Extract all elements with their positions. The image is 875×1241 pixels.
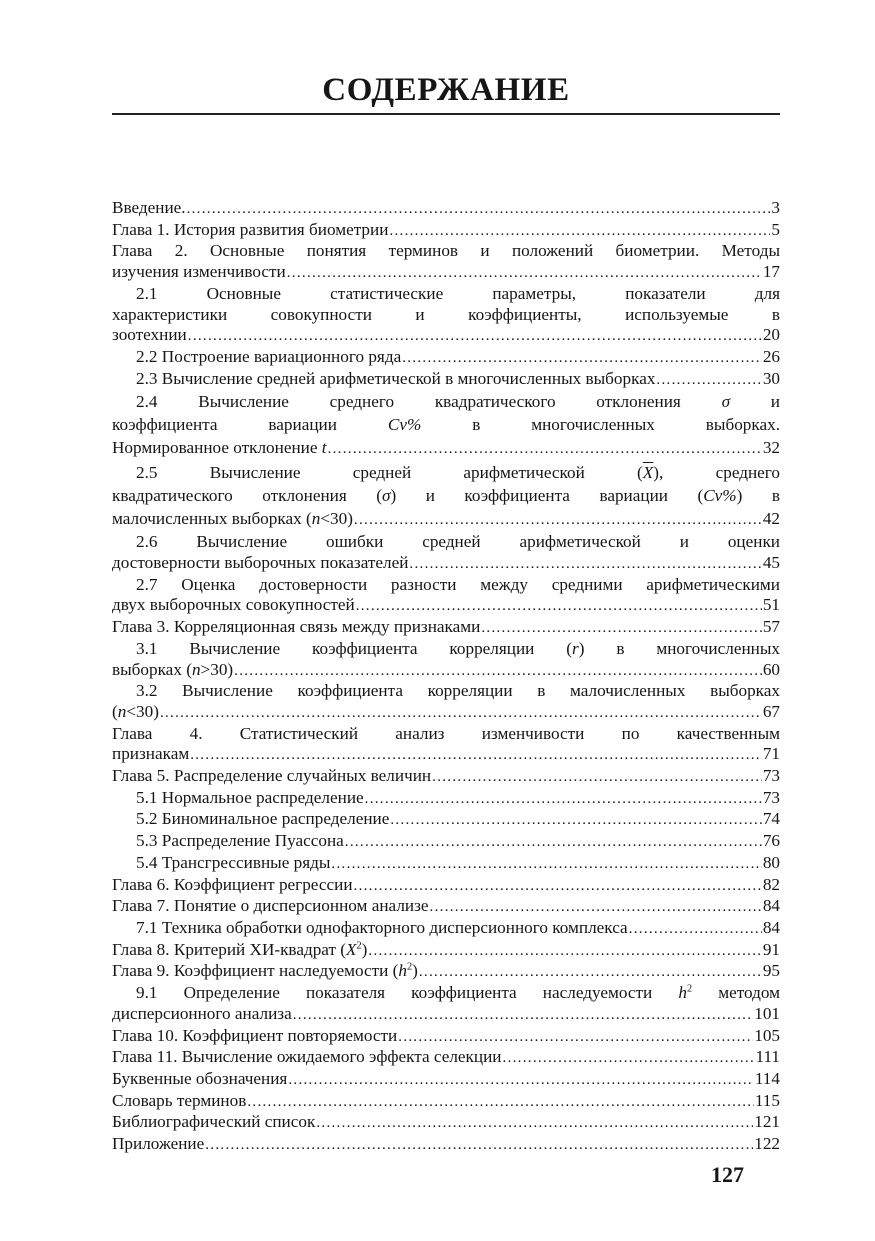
toc-page-number: 91 xyxy=(762,939,780,959)
toc-page-number: 51 xyxy=(762,595,780,615)
toc-entry[interactable] xyxy=(112,681,780,723)
toc-entry-text: 2.3 Вычисление средней арифметической в многочисленных выборках xyxy=(136,368,656,388)
toc-entry-text: 9.1 Определение показателя коэффициента наследуемости $h^2$ методом xyxy=(136,983,780,1003)
toc-entry-text: Глава 9. Коэффициент наследуемости $(h^2)$ xyxy=(112,961,418,981)
toc-entry[interactable] xyxy=(112,461,780,532)
toc-page-number: 115 xyxy=(754,1090,780,1110)
toc-page-number: 101 xyxy=(754,1003,780,1023)
toc-leader xyxy=(656,370,761,391)
toc-leader xyxy=(481,618,761,639)
toc-leader xyxy=(288,1070,754,1091)
toc-entry-text: Глава 11. Вычисление ожидаемого эффекта селекции xyxy=(112,1047,502,1067)
toc-entry-text: достоверности выборочных показателей xyxy=(112,553,409,573)
toc-entry[interactable] xyxy=(112,940,780,962)
toc-entry-text: признакам xyxy=(112,744,190,764)
toc-page-number: 84 xyxy=(762,896,780,916)
toc-entry-text: Буквенные обозначения xyxy=(112,1068,288,1088)
toc-leader xyxy=(328,438,762,461)
toc-leader xyxy=(419,962,762,983)
toc-entry[interactable] xyxy=(112,853,780,875)
toc-leader xyxy=(247,1092,754,1113)
toc-leader xyxy=(389,221,770,242)
toc-leader xyxy=(409,554,761,575)
toc-entry-text: квадратического отклонения (σ) и коэффициента вариации (Cv%) в xyxy=(112,486,780,506)
toc-entry-text: изучения изменчивости xyxy=(112,262,286,282)
toc-page-number: 60 xyxy=(762,659,780,679)
toc-entry[interactable] xyxy=(112,875,780,897)
toc-entry[interactable] xyxy=(112,220,780,242)
toc-entry-text: дисперсионного анализа xyxy=(112,1003,292,1023)
toc-entry-text: Библиографический список xyxy=(112,1112,316,1132)
table-of-contents xyxy=(112,198,780,1156)
toc-entry[interactable] xyxy=(112,390,780,461)
toc-page-number: 80 xyxy=(762,852,780,872)
toc-page-number: 76 xyxy=(762,831,780,851)
toc-entry-text: Глава 5. Распределение случайных величин xyxy=(112,766,432,786)
toc-leader xyxy=(345,832,762,853)
toc-page-number: 57 xyxy=(762,617,780,637)
toc-entry-text: Глава 1. История развития биометрии xyxy=(112,219,389,239)
toc-page-number: 42 xyxy=(762,509,780,529)
toc-entry-text: Словарь терминов xyxy=(112,1090,247,1110)
toc-page-number: 121 xyxy=(754,1112,780,1132)
page-number: 127 xyxy=(711,1162,744,1187)
toc-page-number: 30 xyxy=(762,368,780,388)
toc-entry-text: 3.1 Вычисление коэффициента корреляции (r) в многочисленных xyxy=(136,638,780,658)
toc-entry[interactable] xyxy=(112,788,780,810)
toc-leader xyxy=(354,509,762,532)
page-title: СОДЕРЖАНИЕ xyxy=(322,72,570,108)
title-rule xyxy=(112,113,780,115)
toc-leader xyxy=(287,263,762,284)
toc-entry-text: малочисленных выборках (n<30) xyxy=(112,509,353,529)
toc-page-number: 26 xyxy=(762,346,780,366)
toc-leader xyxy=(160,703,762,724)
toc-entry[interactable] xyxy=(112,1047,780,1069)
toc-entry-text: 2.5 Вычисление средней арифметической $(\overline{X})$, среднего xyxy=(136,463,781,483)
toc-leader xyxy=(503,1048,755,1069)
toc-entry[interactable] xyxy=(112,241,780,283)
toc-entry[interactable] xyxy=(112,1069,780,1091)
toc-leader xyxy=(432,767,762,788)
toc-leader xyxy=(316,1113,753,1134)
toc-leader xyxy=(398,1027,753,1048)
toc-entry[interactable] xyxy=(112,724,780,766)
toc-page-number: 67 xyxy=(762,701,780,721)
toc-entry-text: 5.4 Трансгрессивные ряды xyxy=(136,852,331,872)
toc-entry-text: зоотехнии xyxy=(112,325,187,345)
toc-entry-text: 2.6 Вычисление ошибки средней арифметической и оценки xyxy=(136,532,780,552)
toc-entry-text: 3.2 Вычисление коэффициента корреляции в малочисленных выборках xyxy=(136,681,780,701)
toc-entry[interactable] xyxy=(112,575,780,617)
toc-entry-text: коэффициента вариации Cv% в многочисленных выборках. xyxy=(112,415,780,435)
toc-entry-text: Глава 4. Статистический анализ изменчивости по качественным xyxy=(112,723,780,743)
toc-page-number: 114 xyxy=(754,1068,780,1088)
toc-entry-text: Глава 8. Критерий ХИ-квадрат $(X^2)$ xyxy=(112,939,368,959)
toc-leader xyxy=(629,919,762,940)
toc-entry-text: Глава 3. Корреляционная связь между признаками xyxy=(112,617,481,637)
toc-leader xyxy=(234,661,762,682)
toc-entry-text: Введение. xyxy=(112,198,186,217)
toc-entry-text: двух выборочных совокупностей xyxy=(112,595,355,615)
toc-leader xyxy=(293,1005,754,1026)
toc-entry-text: Глава 6. Коэффициент регрессии xyxy=(112,874,353,894)
toc-entry[interactable] xyxy=(112,831,780,853)
toc-page-number: 111 xyxy=(755,1047,780,1067)
toc-entry-text: 2.7 Оценка достоверности разности между средними арифметическими xyxy=(136,574,780,594)
toc-page-number: 3 xyxy=(771,198,780,217)
toc-entry-text: Глава 10. Коэффициент повторяемости xyxy=(112,1025,398,1045)
toc-entry[interactable] xyxy=(112,766,780,788)
toc-entry-text: 7.1 Техника обработки однофакторного дисперсионного комплекса xyxy=(136,917,628,937)
toc-entry-text: Глава 2. Основные понятия терминов и положений биометрии. Методы xyxy=(112,241,780,261)
toc-page-number: 82 xyxy=(762,874,780,894)
toc-leader xyxy=(187,199,771,220)
toc-entry[interactable] xyxy=(112,1026,780,1048)
toc-entry[interactable] xyxy=(112,1091,780,1113)
toc-page-number: 20 xyxy=(762,325,780,345)
toc-entry-text: Нормированное отклонение t xyxy=(112,438,327,458)
toc-entry-text: Глава 7. Понятие о дисперсионном анализе xyxy=(112,896,429,916)
toc-page-number: 73 xyxy=(762,787,780,807)
toc-entry[interactable] xyxy=(112,617,780,639)
toc-entry-text: 2.1 Основные статистические параметры, показатели для xyxy=(136,283,780,303)
toc-entry[interactable] xyxy=(112,918,780,940)
toc-entry[interactable] xyxy=(112,983,780,1025)
toc-entry[interactable] xyxy=(112,532,780,574)
toc-entry[interactable] xyxy=(112,896,780,918)
toc-entry-text: 2.2 Построение вариационного ряда xyxy=(136,346,402,366)
toc-entry-text: (n<30) xyxy=(112,701,159,721)
toc-leader xyxy=(402,348,762,369)
toc-page-number: 105 xyxy=(754,1025,780,1045)
toc-entry[interactable] xyxy=(112,1112,780,1134)
toc-entry[interactable] xyxy=(112,809,780,831)
toc-page-number: 95 xyxy=(762,961,780,981)
toc-page-number: 122 xyxy=(754,1134,780,1154)
toc-page-number: 73 xyxy=(762,766,780,786)
toc-entry[interactable] xyxy=(112,1134,780,1156)
toc-page-number: 74 xyxy=(762,809,780,829)
toc-entry-text: Приложение xyxy=(112,1134,205,1154)
toc-entry[interactable] xyxy=(112,284,780,347)
toc-entry-text: 2.4 Вычисление среднего квадратического отклонения σ и xyxy=(136,392,780,412)
toc-leader xyxy=(390,810,761,831)
toc-entry[interactable] xyxy=(112,961,780,983)
toc-page-number: 5 xyxy=(771,219,780,239)
toc-page-number: 17 xyxy=(762,262,780,282)
toc-page-number: 45 xyxy=(762,553,780,573)
toc-entry[interactable] xyxy=(112,347,780,369)
toc-leader xyxy=(331,854,761,875)
toc-leader xyxy=(356,596,762,617)
toc-entry[interactable] xyxy=(112,639,780,681)
toc-leader xyxy=(205,1135,753,1156)
toc-page-number: 32 xyxy=(762,438,780,458)
toc-leader xyxy=(190,745,762,766)
toc-leader xyxy=(430,897,762,918)
toc-page-number: 84 xyxy=(762,917,780,937)
toc-entry-text: 5.1 Нормальное распределение xyxy=(136,787,364,807)
toc-entry[interactable] xyxy=(112,369,780,391)
toc-entry-text: 5.2 Биноминальное распределение xyxy=(136,809,390,829)
toc-leader xyxy=(354,876,762,897)
toc-entry-text: 5.3 Распределение Пуассона xyxy=(136,831,344,851)
toc-page-number: 71 xyxy=(762,744,780,764)
toc-leader xyxy=(365,789,762,810)
toc-leader xyxy=(368,941,761,962)
toc-leader xyxy=(188,326,762,347)
toc-entry-text: выборках (n>30) xyxy=(112,659,234,679)
toc-entry-text: характеристики совокупности и коэффициенты, используемые в xyxy=(112,304,780,324)
toc-entry[interactable] xyxy=(112,198,780,220)
